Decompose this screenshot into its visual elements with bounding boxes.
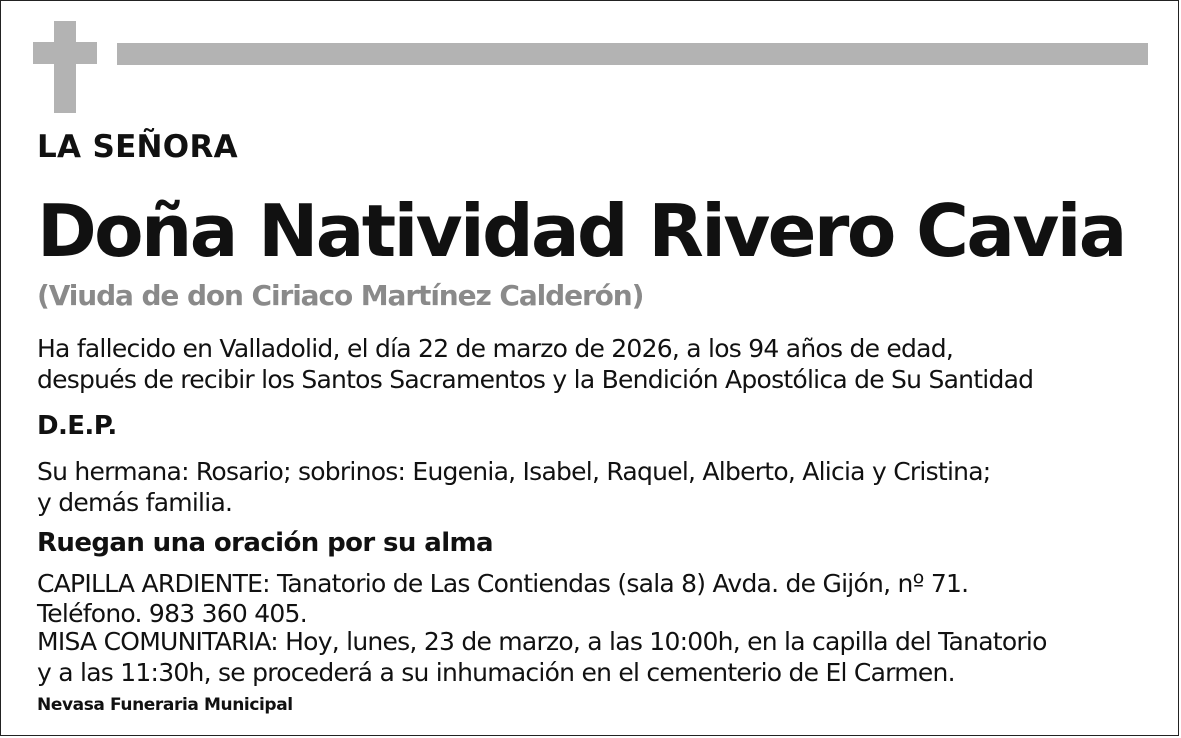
header-rule xyxy=(117,43,1148,65)
deceased-name: Doña Natividad Rivero Cavia xyxy=(37,189,1125,273)
funeral-home: Nevasa Funeraria Municipal xyxy=(37,695,293,715)
honorific: LA SEÑORA xyxy=(37,129,238,165)
cross-vertical-bar xyxy=(54,21,76,113)
death-line-2: después de recibir los Santos Sacramentos y la Bendición Apostólica de Su Santidad xyxy=(37,365,1034,394)
service-line-3: MISA COMUNITARIA: Hoy, lunes, 23 de marzo, a las 10:00h, en la capilla del Tanatorio xyxy=(37,627,1047,656)
service-line-4: y a las 11:30h, se procederá a su inhumación en el cementerio de El Carmen. xyxy=(37,658,955,687)
service-line-1: CAPILLA ARDIENTE: Tanatorio de Las Contiendas (sala 8) Avda. de Gijón, nº 71. xyxy=(37,569,969,598)
widow-note: (Viuda de don Ciriaco Martínez Calderón) xyxy=(37,279,644,312)
service-line-2: Teléfono. 983 360 405. xyxy=(37,599,307,628)
family-line-1: Su hermana: Rosario; sobrinos: Eugenia, Isabel, Raquel, Alberto, Alicia y Cristina; xyxy=(37,457,991,486)
prayer-request: Ruegan una oración por su alma xyxy=(37,528,493,558)
cross-horizontal-bar xyxy=(33,42,97,64)
death-line-1: Ha fallecido en Valladolid, el día 22 de marzo de 2026, a los 94 años de edad, xyxy=(37,334,954,363)
rip-heading: D.E.P. xyxy=(37,411,117,441)
family-line-2: y demás familia. xyxy=(37,488,233,517)
